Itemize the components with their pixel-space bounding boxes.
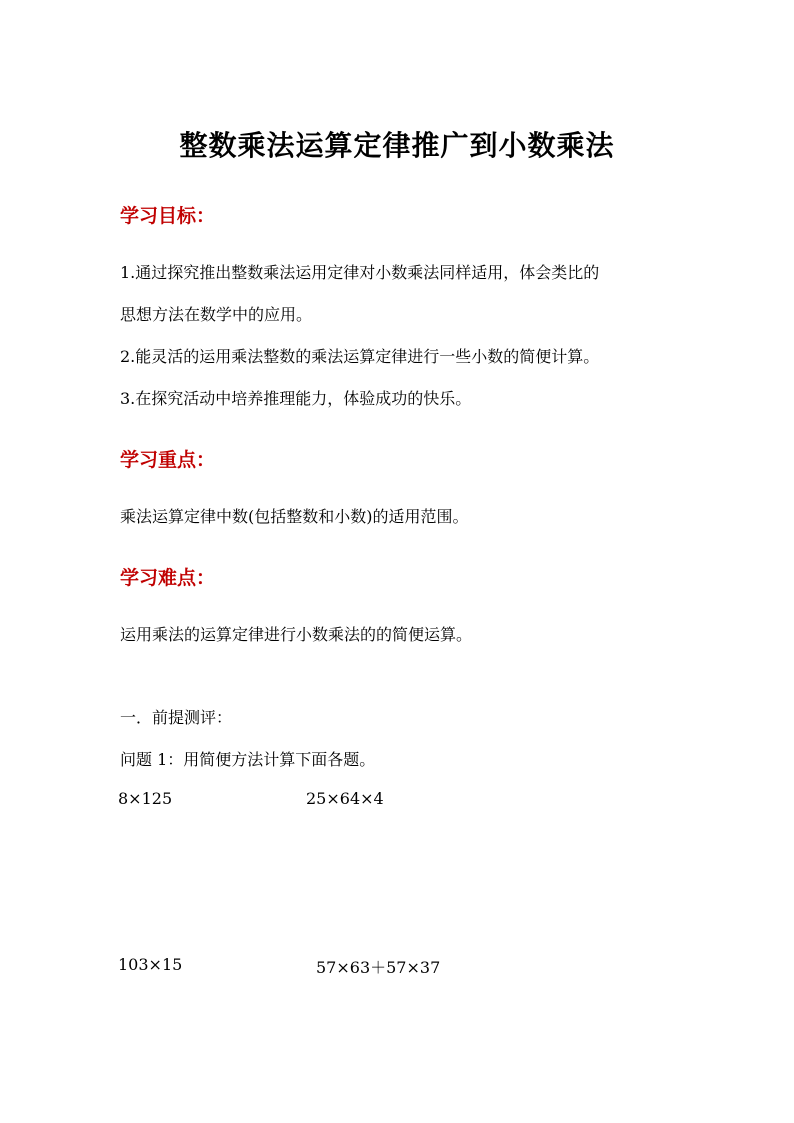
expression-4: 57×63＋57×37 [316,958,441,977]
question-1: 问题 1：用简便方法计算下面各题。 [120,750,376,769]
expression-2: 25×64×4 [306,789,384,808]
goal-line-4: 3.在探究活动中培养推理能力，体验成功的快乐。 [120,389,472,408]
key-point-text: 乘法运算定律中数(包括整数和小数)的适用范围。 [120,507,469,526]
document-title: 整数乘法运算定律推广到小数乘法 [179,129,615,162]
goal-line-3: 2.能灵活的运用乘法整数的乘法运算定律进行一些小数的简便计算。 [120,347,600,366]
expression-3: 103×15 [118,955,183,974]
pretest-section-label: 一．前提测评： [120,708,233,727]
difficulty-text: 运用乘法的运算定律进行小数乘法的的简便运算。 [120,625,473,644]
difficulty-heading: 学习难点： [120,567,216,589]
goal-line-1: 1.通过探究推出整数乘法运用定律对小数乘法同样适用，体会类比的 [120,263,600,282]
key-point-heading: 学习重点： [120,449,216,471]
expression-1: 8×125 [118,789,173,808]
goal-line-2: 思想方法在数学中的应用。 [120,305,313,324]
goals-heading: 学习目标： [120,205,216,227]
